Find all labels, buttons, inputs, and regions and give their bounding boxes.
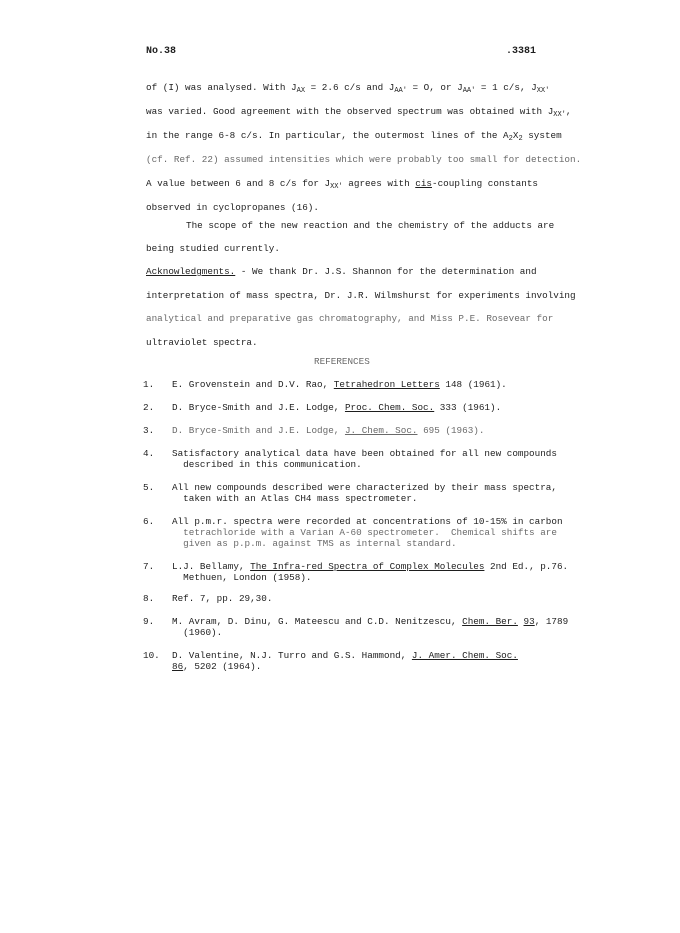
acknowledgments-line: Acknowledgments. - We thank Dr. J.S. Shannon for the determination and — [146, 266, 537, 277]
acknowledgments-line: ultraviolet spectra. — [146, 337, 258, 348]
page-number: .3381 — [506, 46, 537, 57]
scope-line-1: The scope of the new reaction and the chemistry of the adducts are — [186, 220, 555, 231]
body-line: observed in cyclopropanes (16). — [146, 202, 319, 213]
page-header-left: No.38 — [146, 46, 177, 57]
body-line: was varied. Good agreement with the observed spectrum was obtained with $J_{XX'}$, — [146, 106, 572, 119]
body-line: in the range 6-8 c/s. In particular, the outermost lines of the $A_2X_2$ system — [146, 130, 562, 143]
scope-line-2: being studied currently. — [146, 243, 280, 254]
acknowledgments-heading: Acknowledgments. — [146, 266, 236, 277]
acknowledgments-line: interpretation of mass spectra, Dr. J.R. Wilmshurst for experiments involving — [146, 290, 576, 301]
body-line: of (I) was analysed. With $J_{AX} = 2.6$ c/s and $J_{AA'} = O$, or $J_{AA'} = 1$ c/s, $J_{XX'}$ — [146, 82, 550, 95]
references-title: REFERENCES — [314, 356, 370, 367]
body-line: A value between 6 and 8 c/s for $J_{XX'}$ agrees with cis-coupling constants — [146, 178, 539, 191]
acknowledgments-line: analytical and preparative gas chromatography, and Miss P.E. Rosevear for — [146, 313, 554, 324]
body-line: (cf. Ref. 22) assumed intensities which were probably too small for detection. — [146, 154, 582, 165]
